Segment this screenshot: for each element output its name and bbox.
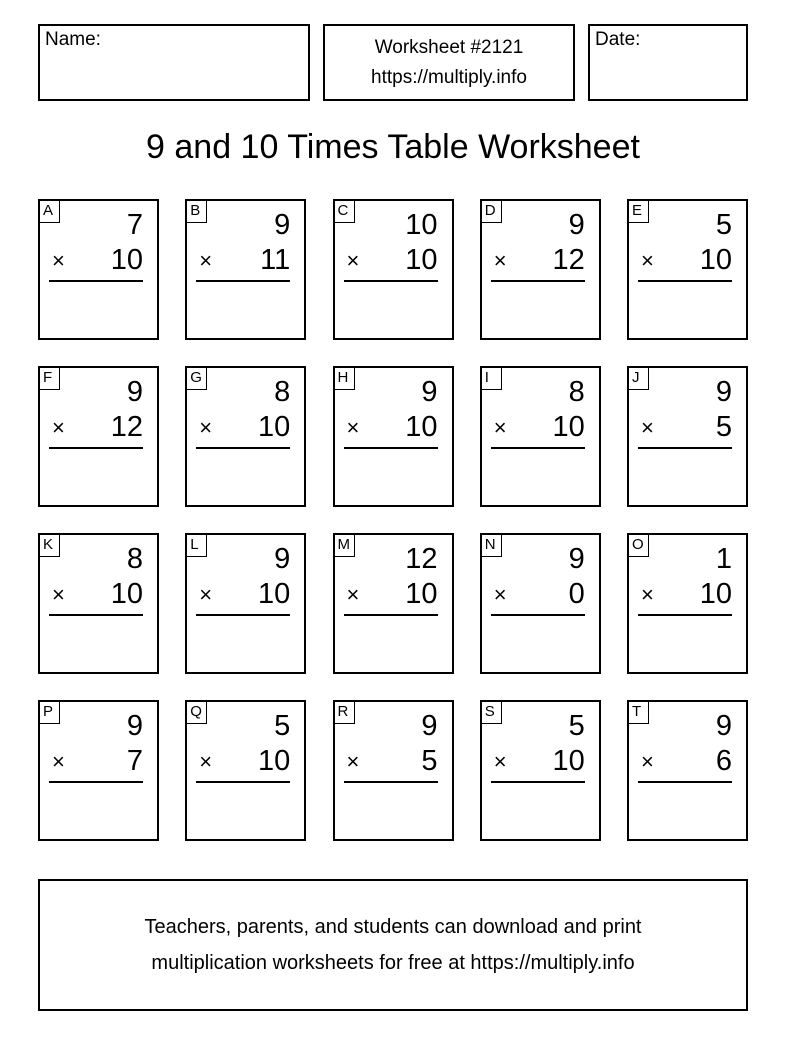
problem-top-number: 10 xyxy=(405,209,438,241)
answer-line xyxy=(196,447,290,449)
problem-top-number: 9 xyxy=(568,543,585,575)
answer-line xyxy=(49,280,143,282)
problem-bottom-number: 10 xyxy=(405,411,438,443)
answer-line xyxy=(196,280,290,282)
problem-bottom-number: 12 xyxy=(110,411,143,443)
answer-line xyxy=(196,614,290,616)
problem-letter: D xyxy=(482,201,502,223)
multiply-sign: × xyxy=(641,248,654,273)
answer-line xyxy=(49,781,143,783)
problem-bottom-number: 0 xyxy=(568,578,585,610)
date-field-box xyxy=(588,24,748,101)
name-field-box xyxy=(38,24,310,101)
problem-letter: T xyxy=(629,702,649,724)
problem-card xyxy=(480,366,601,507)
problem-card xyxy=(38,199,159,340)
problem-bottom-number: 10 xyxy=(552,745,585,777)
problem-top-number: 1 xyxy=(715,543,732,575)
multiply-sign: × xyxy=(52,415,65,440)
multiply-sign: × xyxy=(199,248,213,273)
problem-letter: K xyxy=(40,535,60,557)
multiply-sign: × xyxy=(493,582,507,607)
multiply-sign: × xyxy=(346,582,360,607)
problem-top-number: 5 xyxy=(715,209,732,241)
problem-top-number: 5 xyxy=(568,710,585,742)
problem-grid xyxy=(38,199,748,842)
multiply-sign: × xyxy=(52,749,65,774)
problem-card xyxy=(480,199,601,340)
problem-top-number: 9 xyxy=(274,209,291,241)
problem-letter: Q xyxy=(187,702,207,724)
answer-line xyxy=(49,614,143,616)
problem-top-number: 9 xyxy=(715,710,732,742)
answer-line xyxy=(491,781,585,783)
problem-bottom-number: 7 xyxy=(126,745,143,777)
multiply-sign: × xyxy=(52,582,65,607)
problem-card xyxy=(185,199,306,340)
problem-top-number: 9 xyxy=(568,209,585,241)
date-label: Date: xyxy=(595,29,641,50)
multiply-sign: × xyxy=(493,415,507,440)
problem-letter: H xyxy=(335,368,355,390)
problem-top-number: 9 xyxy=(274,543,291,575)
page-title: 9 and 10 Times Table Worksheet xyxy=(146,128,640,166)
problem-bottom-number: 12 xyxy=(552,244,585,276)
multiply-sign: × xyxy=(346,248,360,273)
answer-line xyxy=(638,447,732,449)
problem-top-number: 9 xyxy=(126,710,143,742)
answer-line xyxy=(638,781,732,783)
problem-card xyxy=(38,533,159,674)
problem-card xyxy=(185,700,306,841)
multiply-sign: × xyxy=(493,749,507,774)
problem-letter: M xyxy=(335,535,355,557)
name-label: Name: xyxy=(45,29,101,50)
problem-letter: O xyxy=(629,535,649,557)
problem-bottom-number: 10 xyxy=(257,578,291,610)
problem-bottom-number: 10 xyxy=(699,578,732,610)
problem-bottom-number: 10 xyxy=(257,411,291,443)
problem-bottom-number: 10 xyxy=(257,745,291,777)
problem-bottom-number: 10 xyxy=(110,244,143,276)
problem-top-number: 8 xyxy=(126,543,143,575)
footer-text-line-2: multiplication worksheets for free at https://multiply.info xyxy=(151,952,635,974)
problem-card xyxy=(480,700,601,841)
problem-letter: J xyxy=(629,368,649,390)
multiply-sign: × xyxy=(199,749,213,774)
problem-letter: B xyxy=(187,201,207,223)
problem-card xyxy=(38,700,159,841)
problem-card xyxy=(333,700,454,841)
problem-card xyxy=(627,533,748,674)
multiply-sign: × xyxy=(346,415,360,440)
problem-letter: C xyxy=(335,201,355,223)
multiply-sign: × xyxy=(641,749,654,774)
problem-bottom-number: 10 xyxy=(699,244,732,276)
problem-bottom-number: 10 xyxy=(405,578,438,610)
problem-top-number: 5 xyxy=(274,710,291,742)
problem-letter: S xyxy=(482,702,502,724)
problem-top-number: 8 xyxy=(568,376,585,408)
problem-letter: R xyxy=(335,702,355,724)
problem-top-number: 9 xyxy=(126,376,143,408)
answer-line xyxy=(344,280,438,282)
answer-line xyxy=(344,614,438,616)
answer-line xyxy=(491,280,585,282)
problem-card xyxy=(333,199,454,340)
problem-top-number: 12 xyxy=(405,543,438,575)
problem-letter: L xyxy=(187,535,207,557)
multiply-sign: × xyxy=(199,415,213,440)
problem-letter: I xyxy=(482,368,502,390)
problem-card xyxy=(333,533,454,674)
problem-letter: E xyxy=(629,201,649,223)
problem-letter: F xyxy=(40,368,60,390)
problem-bottom-number: 10 xyxy=(110,578,143,610)
multiply-sign: × xyxy=(199,582,213,607)
problem-bottom-number: 5 xyxy=(715,411,732,443)
worksheet-number: Worksheet #2121 xyxy=(374,37,524,58)
problem-card xyxy=(627,366,748,507)
multiply-sign: × xyxy=(641,415,654,440)
answer-line xyxy=(196,781,290,783)
problem-card xyxy=(627,199,748,340)
footer-text-line-1: Teachers, parents, and students can download and print xyxy=(144,916,642,938)
answer-line xyxy=(638,614,732,616)
problem-card xyxy=(627,700,748,841)
answer-line xyxy=(344,781,438,783)
problem-top-number: 9 xyxy=(715,376,732,408)
problem-card xyxy=(333,366,454,507)
problem-card xyxy=(480,533,601,674)
problem-bottom-number: 10 xyxy=(552,411,585,443)
problem-letter: P xyxy=(40,702,60,724)
problem-letter: A xyxy=(40,201,60,223)
multiply-sign: × xyxy=(52,248,65,273)
problem-top-number: 9 xyxy=(421,376,438,408)
multiply-sign: × xyxy=(641,582,654,607)
problem-letter: N xyxy=(482,535,502,557)
problem-bottom-number: 10 xyxy=(405,244,438,276)
problem-bottom-number: 6 xyxy=(715,745,732,777)
answer-line xyxy=(491,614,585,616)
multiply-sign: × xyxy=(346,749,360,774)
answer-line xyxy=(638,280,732,282)
problem-card xyxy=(38,366,159,507)
problem-bottom-number: 5 xyxy=(421,745,438,777)
worksheet-url: https://multiply.info xyxy=(371,67,527,88)
problem-card xyxy=(185,366,306,507)
problem-top-number: 9 xyxy=(421,710,438,742)
problem-top-number: 7 xyxy=(126,209,143,241)
problem-card xyxy=(185,533,306,674)
answer-line xyxy=(491,447,585,449)
answer-line xyxy=(344,447,438,449)
worksheet-info-box xyxy=(323,24,575,101)
problem-letter: G xyxy=(187,368,207,390)
answer-line xyxy=(49,447,143,449)
problem-bottom-number: 11 xyxy=(260,244,291,276)
footer-box xyxy=(38,879,748,1011)
multiply-sign: × xyxy=(493,248,507,273)
problem-top-number: 8 xyxy=(274,376,291,408)
